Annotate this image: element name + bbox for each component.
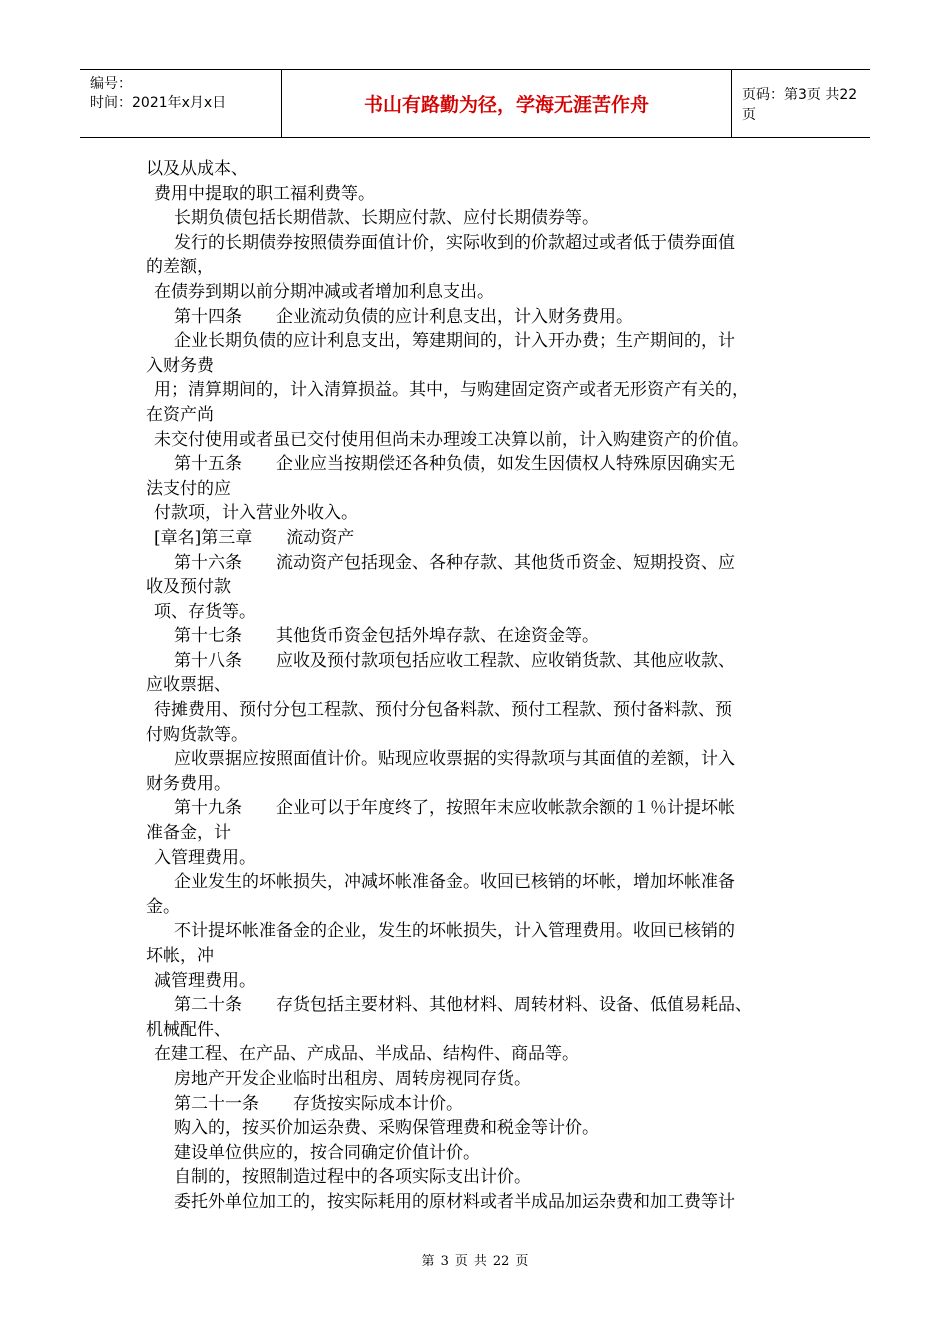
- number-label: 编号：: [90, 76, 132, 92]
- page-header: [80, 69, 870, 138]
- footer-total-suffix: 页: [515, 1254, 529, 1269]
- text-line: 准备金，计: [146, 823, 231, 844]
- chapter-heading: [章名]第三章 流动资产: [154, 527, 355, 548]
- text-line: 在建工程、在产品、产成品、半成品、结构件、商品等。: [154, 1044, 579, 1065]
- document-body: [146, 157, 818, 1215]
- header-meta: [80, 70, 282, 137]
- text-line: 入管理费用。: [154, 847, 256, 868]
- footer-page-suffix: 页: [454, 1254, 468, 1269]
- text-line: 入财务费: [146, 355, 214, 376]
- text-line: 应收票据、: [146, 675, 231, 696]
- text-line: 未交付使用或者虽已交付使用但尚未办理竣工决算以前，计入购建资产的价值。: [154, 429, 749, 450]
- text-line: 用；清算期间的，计入清算损益。其中，与购建固定资产或者无形资产有关的，: [154, 380, 749, 401]
- text-line: 委托外单位加工的，按实际耗用的原材料或者半成品加运杂费和加工费等计: [174, 1191, 735, 1212]
- text-line: 企业长期负债的应计利息支出，筹建期间的，计入开办费；生产期间的，计: [174, 331, 735, 352]
- text-line: 自制的，按照制造过程中的各项实际支出计价。: [174, 1167, 531, 1188]
- text-line: 第十四条 企业流动负债的应计利息支出，计入财务费用。: [174, 306, 633, 327]
- text-line: 第十五条 企业应当按期偿还各种负债，如发生因债权人特殊原因确实无: [174, 454, 735, 475]
- text-line: 财务费用。: [146, 773, 231, 794]
- footer-page-word: 第: [421, 1254, 435, 1269]
- text-line: 坏帐，冲: [146, 946, 214, 966]
- header-motto: 书山有路勤为径，学海无涯苦作舟: [282, 70, 732, 137]
- text-line: 在资产尚: [146, 404, 214, 425]
- text-line: 法支付的应: [146, 478, 231, 499]
- text-line: 的差额，: [146, 257, 214, 278]
- text-line: 建设单位供应的，按合同确定价值计价。: [174, 1142, 480, 1163]
- text-line: 项、存货等。: [154, 601, 256, 622]
- footer-page-number: 3: [440, 1254, 449, 1269]
- text-line: 第十七条 其他货币资金包括外埠存款、在途资金等。: [174, 626, 599, 647]
- text-line: 企业发生的坏帐损失，冲减坏帐准备金。收回已核销的坏帐，增加坏帐准备: [174, 872, 735, 893]
- page-footer: [0, 1250, 950, 1269]
- footer-total-number: 22: [492, 1254, 510, 1269]
- text-line: 第十九条 企业可以于年度终了，按照年末应收帐款余额的１％计提坏帐: [174, 798, 735, 819]
- text-line: 收及预付款: [146, 577, 231, 598]
- text-line: 以及从成本、: [146, 159, 248, 179]
- text-line: 付款项，计入营业外收入。: [154, 503, 358, 524]
- text-line: 长期负债包括长期借款、长期应付款、应付长期债券等。: [174, 208, 599, 229]
- text-line: 不计提坏帐准备金的企业，发生的坏帐损失，计入管理费用。收回已核销的: [174, 921, 735, 942]
- text-line: 待摊费用、预付分包工程款、预付分包备料款、预付工程款、预付备料款、预: [154, 700, 732, 721]
- text-line: 第二十一条 存货按实际成本计价。: [174, 1093, 463, 1114]
- text-line: 第二十条 存货包括主要材料、其他材料、周转材料、设备、低值易耗品、: [174, 995, 752, 1016]
- text-line: 付购货款等。: [146, 724, 248, 745]
- footer-total-word: 共: [473, 1254, 487, 1269]
- date-label: 时间：2021年x月x日: [90, 95, 227, 111]
- text-line: 第十八条 应收及预付款项包括应收工程款、应收销货款、其他应收款、: [174, 650, 735, 671]
- header-page-label: 页码：第3页 共22页: [742, 86, 858, 123]
- text-line: 机械配件、: [146, 1019, 231, 1040]
- text-line: 应收票据应按照面值计价。贴现应收票据的实得款项与其面值的差额，计入: [174, 749, 735, 770]
- text-line: 第十六条 流动资产包括现金、各种存款、其他货币资金、短期投资、应: [174, 552, 735, 573]
- text-line: 费用中提取的职工福利费等。: [154, 183, 375, 204]
- text-line: 金。: [146, 896, 180, 917]
- text-line: 房地产开发企业临时出租房、周转房视同存货。: [174, 1068, 531, 1089]
- text-line: 购入的，按买价加运杂费、采购保管理费和税金等计价。: [174, 1118, 599, 1139]
- text-line: 发行的长期债券按照债券面值计价，实际收到的价款超过或者低于债券面值: [174, 232, 735, 253]
- text-line: 在债券到期以前分期冲减或者增加利息支出。: [154, 281, 494, 302]
- text-line: 减管理费用。: [154, 970, 256, 991]
